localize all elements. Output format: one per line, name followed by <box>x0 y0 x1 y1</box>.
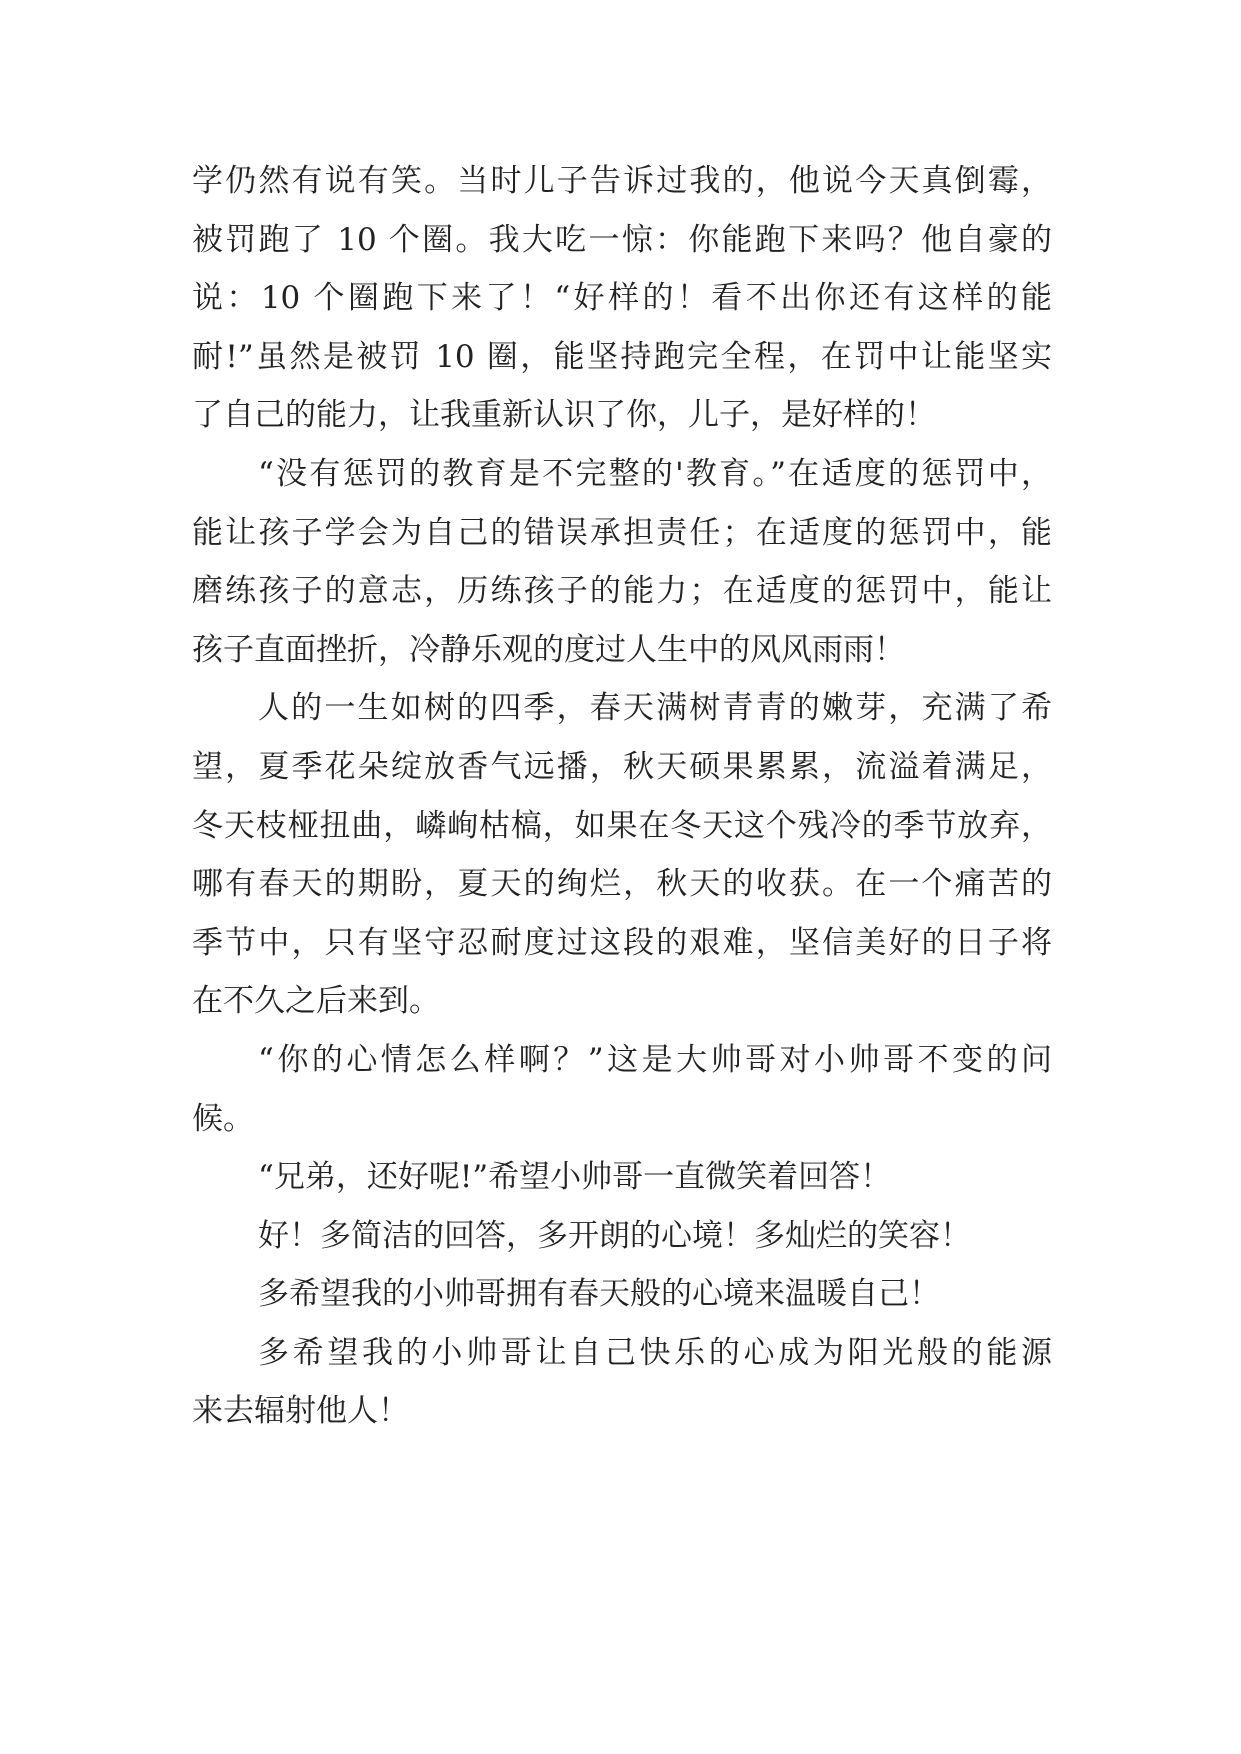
text-line: 了自己的能力，让我重新认识了你，儿子，是好样的！ <box>192 397 936 434</box>
text-line: 多希望我的小帅哥让自己快乐的心成为阳光般的能源 <box>258 1334 1052 1371</box>
text-line: 说：10 个圈跑下来了！“好样的！看不出你还有这样的能 <box>192 280 1052 317</box>
text-line: 季节中，只有坚守忍耐度过这段的艰难，坚信美好的日子将 <box>192 924 1052 961</box>
paragraph <box>192 1324 1052 1441</box>
text-line: 望，夏季花朵绽放香气远播，秋天硕果累累，流溢着满足， <box>192 748 1052 785</box>
paragraph <box>192 445 1052 679</box>
text-line: 候。 <box>192 1100 254 1137</box>
text-line: “你的心情怎么样啊？”这是大帅哥对小帅哥不变的问 <box>258 1041 1052 1078</box>
paragraph <box>192 152 1052 445</box>
text-line: 磨练孩子的意志，历练孩子的能力；在适度的惩罚中，能让 <box>192 573 1052 610</box>
text-line: 学仍然有说有笑。当时儿子告诉过我的，他说今天真倒霉， <box>192 163 1052 199</box>
paragraph <box>192 1207 1052 1266</box>
text-line: 好！多简洁的回答，多开朗的心境！多灿烂的笑容！ <box>258 1217 971 1254</box>
text-line: 被罚跑了 10 个圈。我大吃一惊：你能跑下来吗？他自豪的 <box>192 221 1052 258</box>
text-line: 耐!”虽然是被罚 10 圈，能坚持跑完全程，在罚中让能坚实 <box>192 338 1052 375</box>
text-line: 在不久之后来到。 <box>192 983 440 1020</box>
paragraph <box>192 1031 1052 1148</box>
document-page <box>192 152 1052 1441</box>
text-line: 孩子直面挫折，冷静乐观的度过人生中的风风雨雨！ <box>192 631 905 668</box>
paragraph <box>192 1265 1052 1324</box>
text-line: 能让孩子学会为自己的错误承担责任；在适度的惩罚中，能 <box>192 514 1052 551</box>
text-line: “兄弟，还好呢!”希望小帅哥一直微笑着回答！ <box>258 1159 892 1196</box>
text-line: 多希望我的小帅哥拥有春天般的心境来温暖自己！ <box>258 1276 940 1313</box>
text-line: 哪有春天的期盼，夏天的绚烂，秋天的收获。在一个痛苦的 <box>192 866 1052 903</box>
text-line: 来去辐射他人！ <box>192 1393 409 1430</box>
text-line: 冬天枝桠扭曲，嶙峋枯槁，如果在冬天这个残冷的季节放弃， <box>192 807 1052 844</box>
paragraph <box>192 679 1052 1031</box>
text-line: “没有惩罚的教育是不完整的'教育。”在适度的惩罚中， <box>258 455 1052 492</box>
paragraph <box>192 1148 1052 1207</box>
text-line: 人的一生如树的四季，春天满树青青的嫩芽，充满了希 <box>258 690 1052 727</box>
